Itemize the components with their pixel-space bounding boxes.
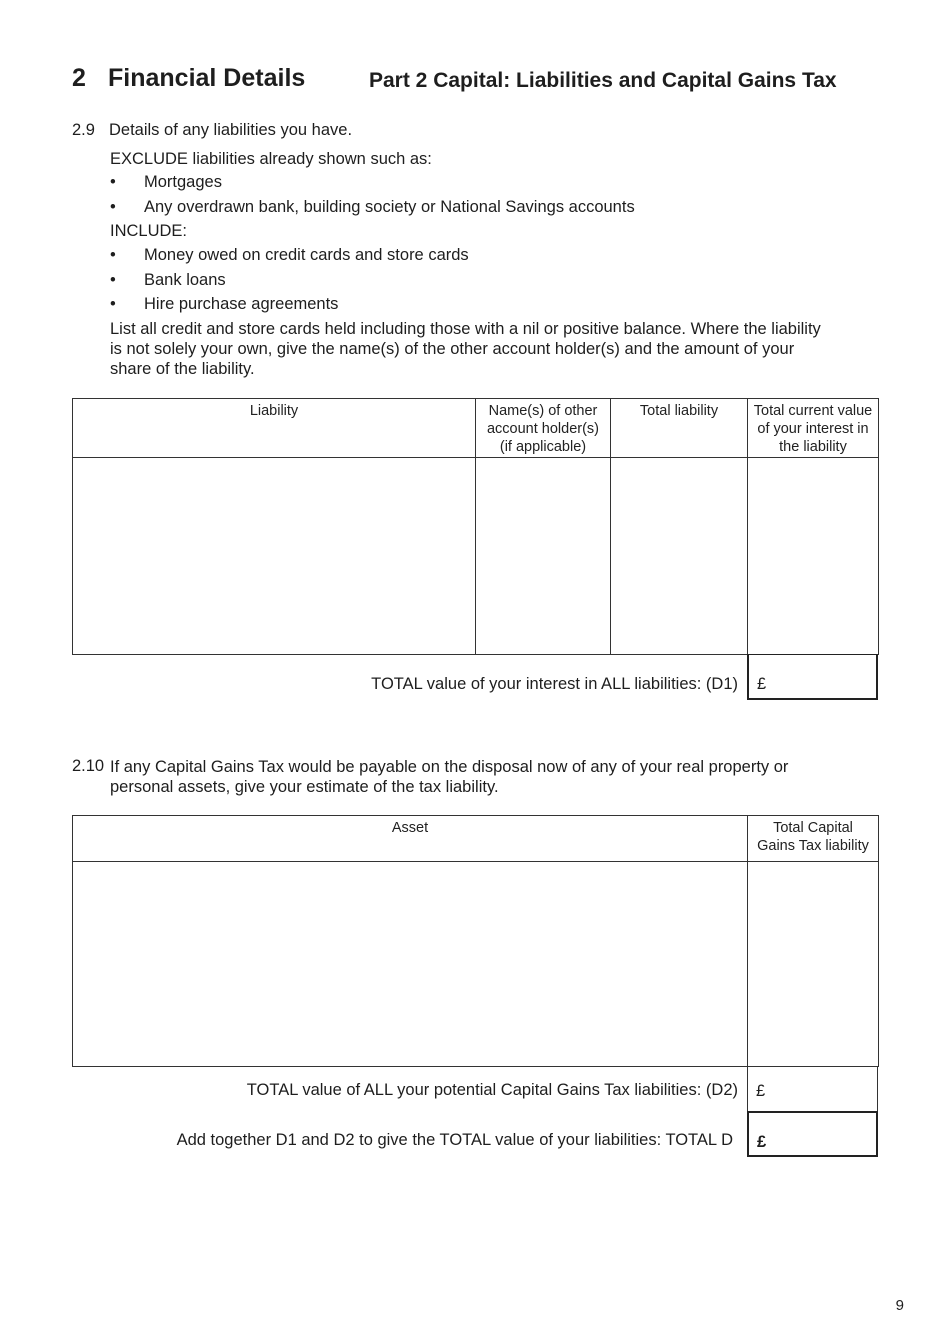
table-row: [73, 862, 879, 1067]
bullet-icon: •: [110, 198, 116, 216]
part-title: Part 2 Capital: Liabilities and Capital Gains Tax: [369, 69, 837, 92]
other-holders-input-cell[interactable]: [476, 458, 611, 655]
exclude-heading: EXCLUDE liabilities already shown such as:: [110, 150, 432, 168]
instruction-line: share of the liability.: [110, 360, 255, 378]
column-header-total-liability: Total liability: [611, 399, 748, 458]
column-header-other-holders: [476, 399, 611, 458]
header-line: Gains Tax liability: [757, 838, 869, 854]
section-number: 2: [72, 64, 86, 92]
exclude-item: Any overdrawn bank, building society or National Savings accounts: [144, 198, 635, 216]
instruction-line: is not solely your own, give the name(s) of the other account holder(s) and the amount of your: [110, 340, 795, 358]
instruction-line: List all credit and store cards held including those with a nil or positive balance. Where the liability: [110, 320, 821, 338]
include-item: Bank loans: [144, 271, 226, 289]
grand-total-field[interactable]: [747, 1111, 878, 1157]
header-line: Total Capital: [773, 820, 853, 836]
question-text-2-10: [110, 757, 900, 797]
current-value-input-cell[interactable]: [748, 458, 879, 655]
bullet-icon: •: [110, 295, 116, 313]
bullet-icon: •: [110, 173, 116, 191]
d1-total-field[interactable]: [747, 654, 878, 700]
cgt-table: [72, 815, 879, 1067]
header-line: (if applicable): [499, 439, 587, 455]
bullet-icon: •: [110, 246, 116, 264]
question-number-2-10: 2.10: [72, 757, 105, 775]
cgt-input-cell[interactable]: [748, 862, 879, 1067]
header-line: the liability: [779, 439, 847, 455]
page-number: 9: [895, 1297, 904, 1314]
total-liability-input-cell[interactable]: [611, 458, 748, 655]
pound-sign: £: [757, 675, 767, 693]
include-item: Money owed on credit cards and store cards: [144, 246, 469, 264]
instruction-text: [110, 319, 900, 379]
question-line: If any Capital Gains Tax would be payable on the disposal now of any of your real property or: [110, 758, 789, 776]
asset-input-cell[interactable]: [73, 862, 748, 1067]
include-heading: INCLUDE:: [110, 222, 188, 240]
liability-input-cell[interactable]: [73, 458, 476, 655]
table-row: [73, 458, 879, 655]
exclude-item: Mortgages: [144, 173, 222, 191]
table-header-row: [73, 399, 879, 458]
question-line: personal assets, give your estimate of the tax liability.: [110, 778, 499, 796]
header-line: of your interest in: [757, 421, 869, 437]
pound-sign: £: [757, 1133, 767, 1151]
column-header-asset: Asset: [73, 816, 748, 862]
header-line: Total current value: [753, 403, 873, 419]
d2-total-label: TOTAL value of ALL your potential Capital Gains Tax liabilities: (D2): [246, 1081, 738, 1099]
question-number-2-9: 2.9: [72, 121, 95, 139]
liabilities-table: [72, 398, 879, 655]
section-title: Financial Details: [108, 64, 306, 92]
header-line: account holder(s): [486, 421, 600, 437]
table-header-row: [73, 816, 879, 862]
d2-total-field[interactable]: [747, 1066, 878, 1112]
include-item: Hire purchase agreements: [144, 295, 339, 313]
header-line: Name(s) of other: [488, 403, 598, 419]
bullet-icon: •: [110, 271, 116, 289]
column-header-cgt: [748, 816, 879, 862]
grand-total-label: Add together D1 and D2 to give the TOTAL value of your liabilities: TOTAL D: [176, 1131, 733, 1149]
column-header-liability: Liability: [73, 399, 476, 458]
column-header-current-value: [748, 399, 879, 458]
question-text-2-9: Details of any liabilities you have.: [109, 121, 353, 139]
pound-sign: £: [756, 1082, 766, 1100]
d1-total-label: TOTAL value of your interest in ALL liabilities: (D1): [371, 675, 738, 693]
